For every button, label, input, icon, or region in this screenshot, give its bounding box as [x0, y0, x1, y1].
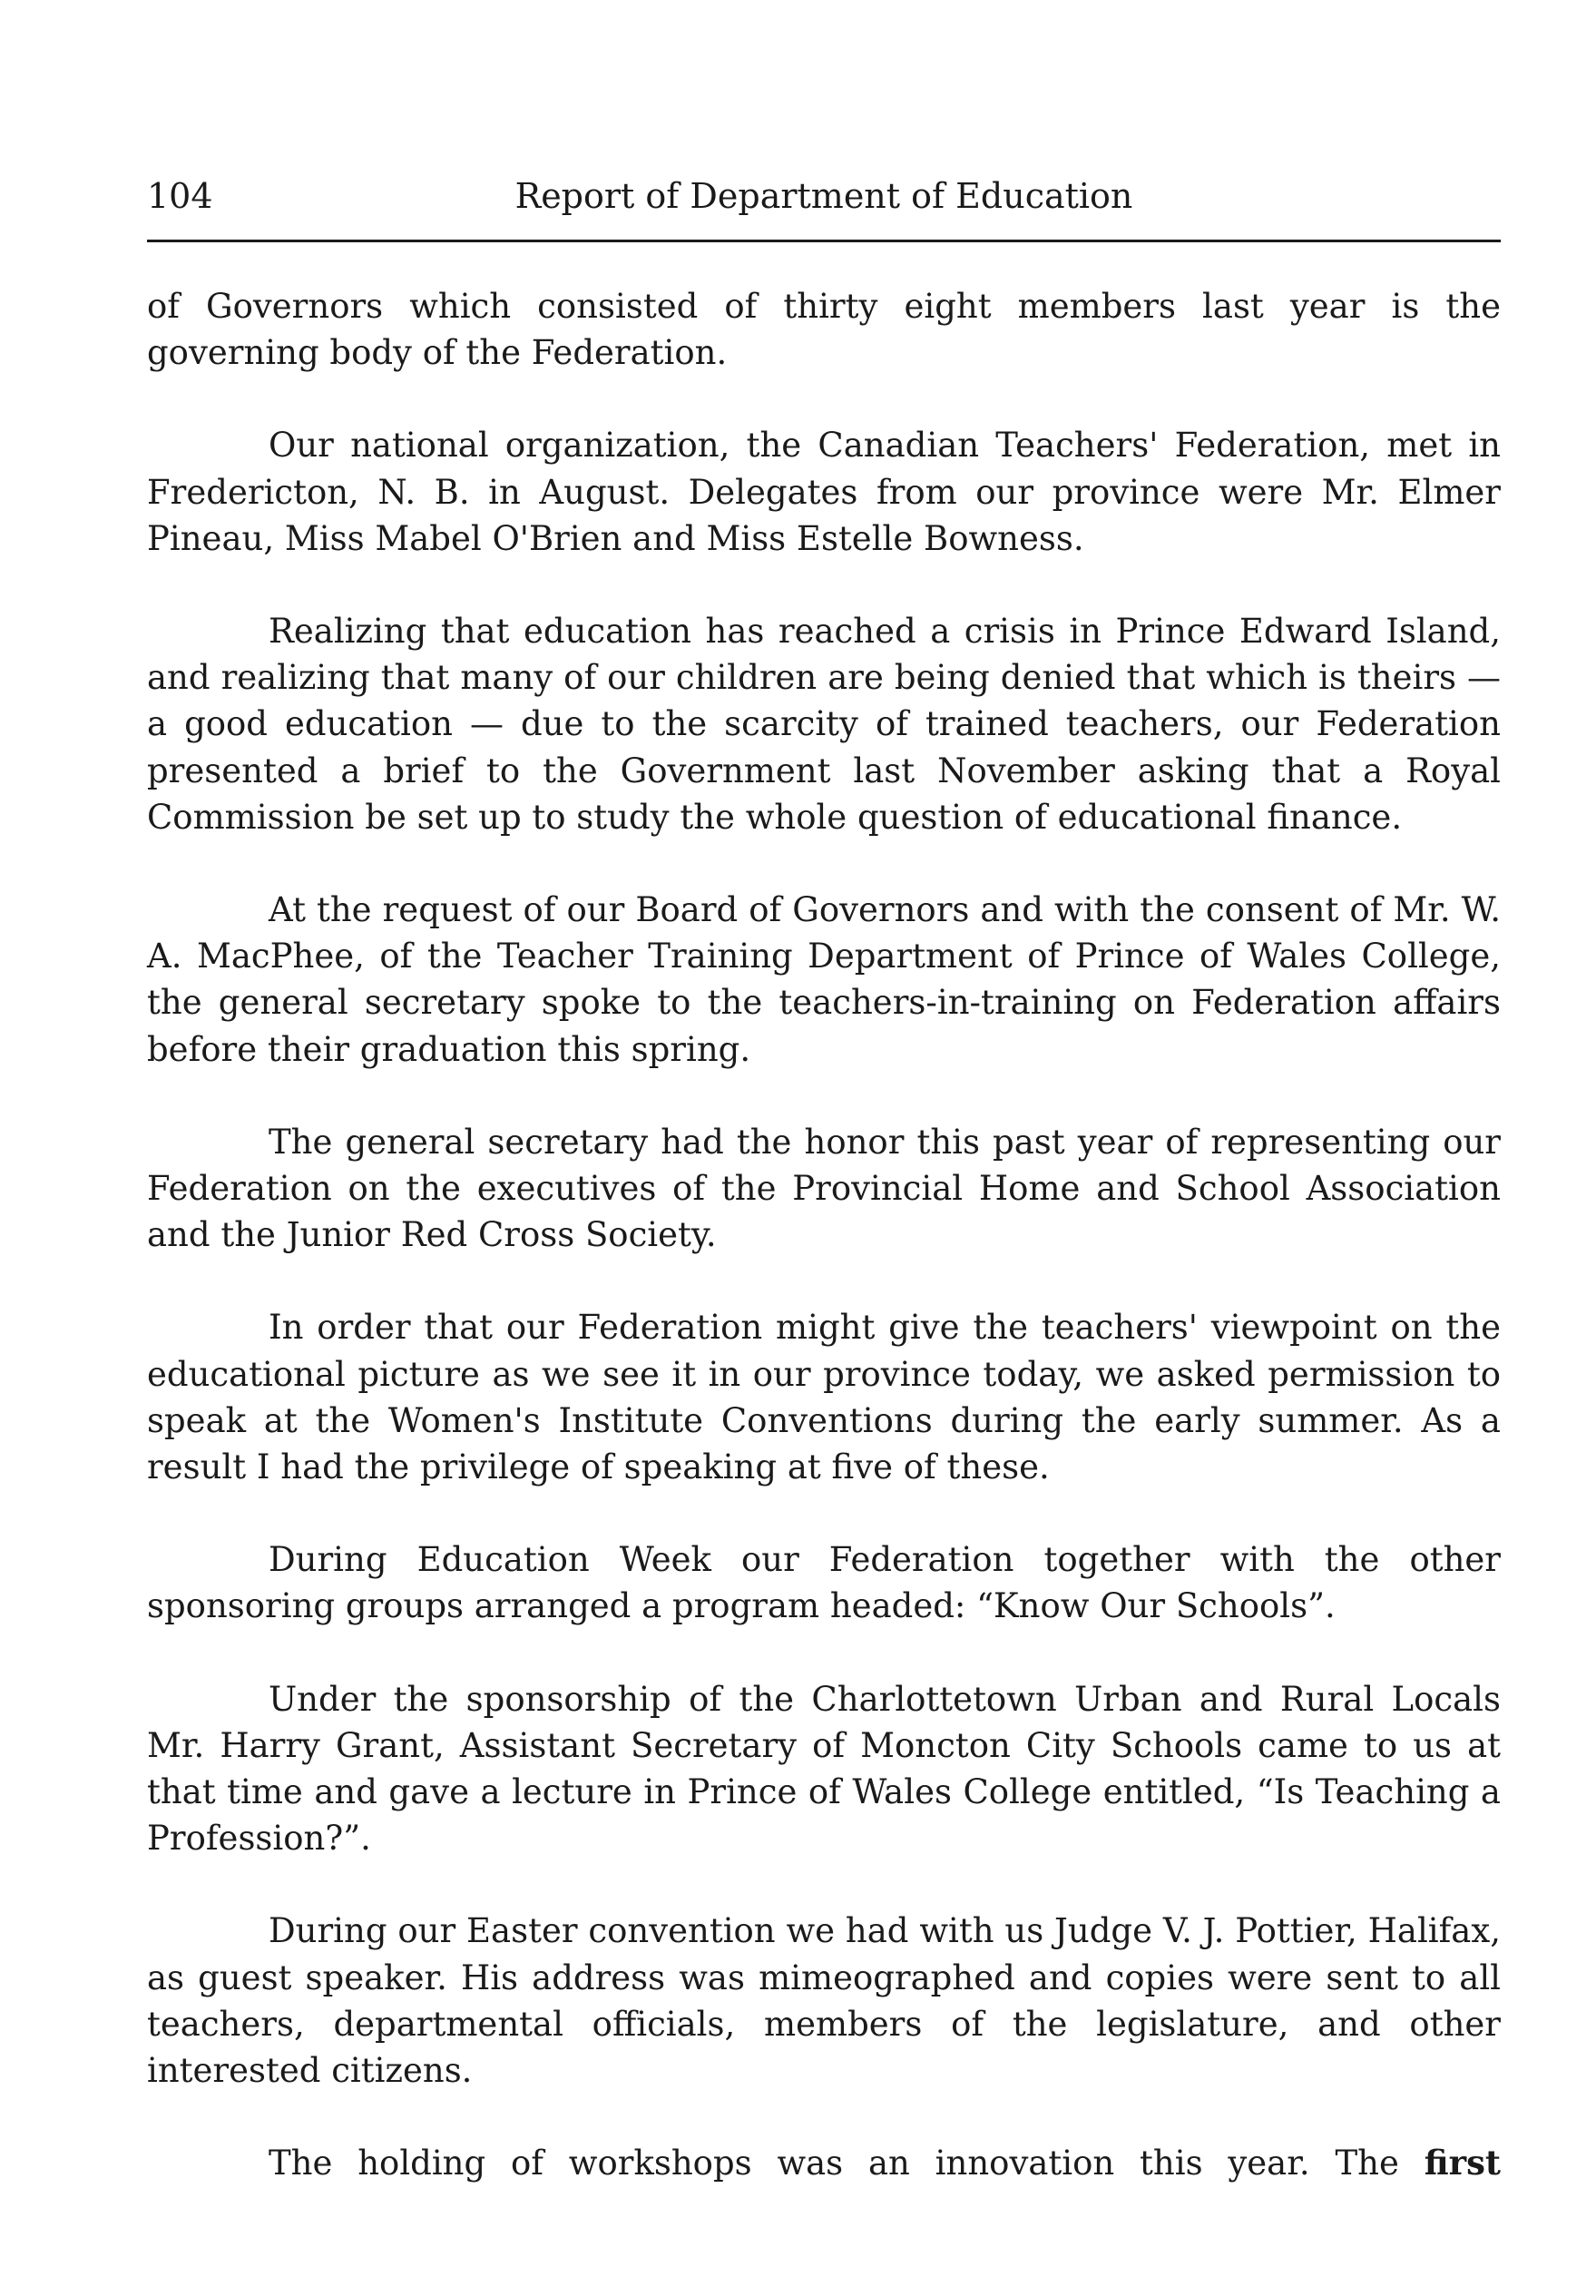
- final-paragraph-bold-word: first: [1424, 2143, 1502, 2183]
- paragraph-continued: of Governors which consisted of thirty eight members last year is the governing body of the Federation.: [147, 287, 1501, 373]
- running-title: Report of Department of Education: [514, 176, 1133, 216]
- paragraph: In order that our Federation might give the teachers' viewpoint on the educational picture as we see it in our province today, we asked permission to speak at the Women's Institute Conventions during the early summer. As a result I had the privilege of speaking at five of these.: [147, 1308, 1501, 1487]
- paragraph: At the request of our Board of Governors and with the consent of Mr. W. A. MacPhee, of the Teacher Training Department of Prince of Wales College, the general secretary spoke to the teachers-in-training on Federation affairs before their graduation this spring.: [147, 890, 1501, 1069]
- paragraph-final: [147, 2140, 1501, 2186]
- paragraph: Under the sponsorship of the Charlottetown Urban and Rural Locals Mr. Harry Grant, Assistant Secretary of Moncton City Schools came to us at that time and gave a lecture in Prince of Wales College entitled, “Is Teaching a Profession?”.: [147, 1679, 1501, 1859]
- header-rule: [147, 240, 1501, 242]
- page-number: 104: [147, 176, 213, 216]
- paragraph: Our national organization, the Canadian Teachers' Federation, met in Fredericton, N. B. in August. Delegates from our province were Mr. Elmer Pineau, Miss Mabel O'Brien and Miss Estelle Bowness.: [147, 426, 1501, 558]
- paragraph: During our Easter convention we had with us Judge V. J. Pottier, Halifax, as guest speaker. His address was mimeographed and copies were sent to all teachers, departmental officials, members of the legislature, and other interested citizens.: [147, 1911, 1501, 2091]
- body-text: [147, 283, 1501, 2187]
- final-paragraph-text: The holding of workshops was an innovation this year. The: [269, 2144, 1399, 2183]
- paragraph: Realizing that education has reached a crisis in Prince Edward Island, and realizing that many of our children are being denied that which is theirs — a good education — due to the scarcity of trained teachers, our Federation presented a brief to the Government last November asking that a Royal Commission be set up to study the whole question of educational finance.: [147, 612, 1501, 837]
- paragraph: The general secretary had the honor this past year of representing our Federation on the executives of the Provincial Home and School Association and the Junior Red Cross Society.: [147, 1122, 1501, 1255]
- paragraph: During Education Week our Federation together with the other sponsoring groups arranged a program headed: “Know Our Schools”.: [147, 1540, 1501, 1626]
- page-header: [147, 172, 1501, 220]
